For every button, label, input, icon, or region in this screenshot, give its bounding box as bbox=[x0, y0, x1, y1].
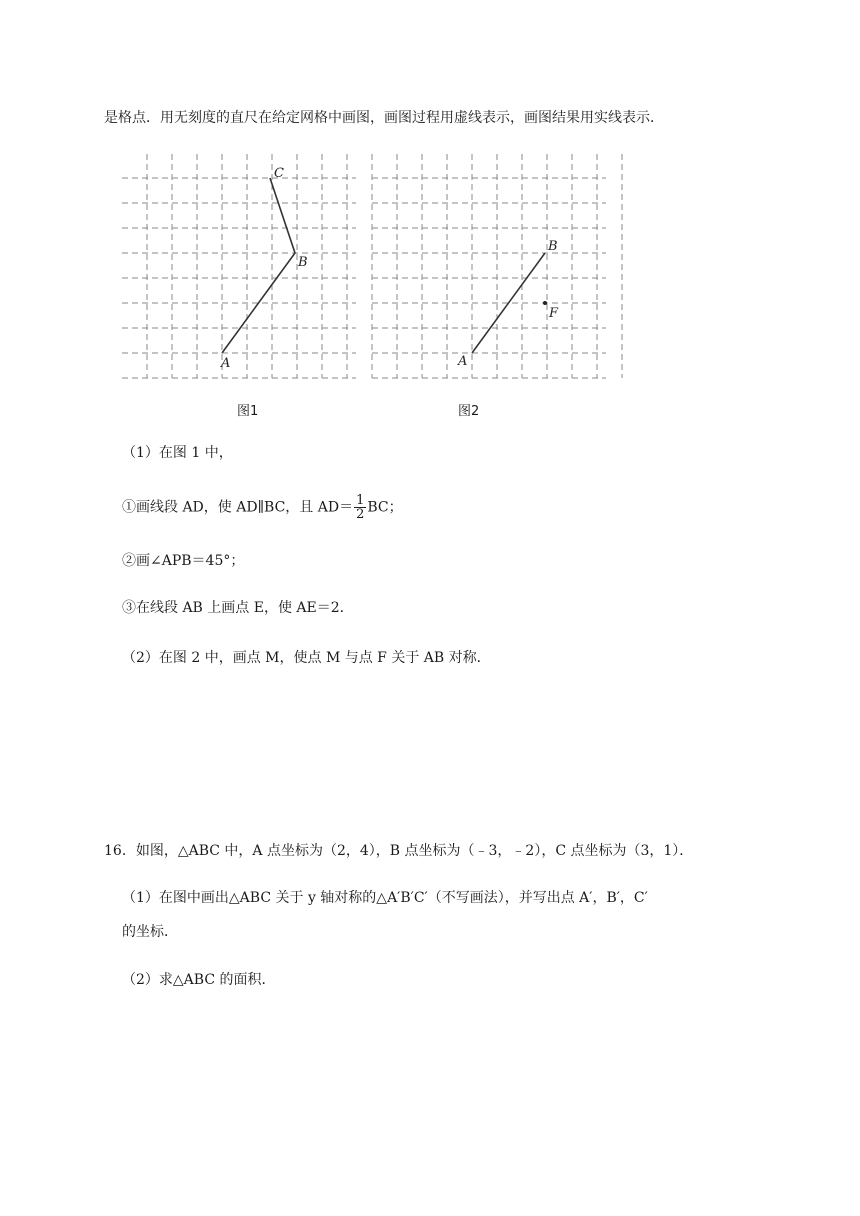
figure-2-caption: 图2 bbox=[458, 404, 480, 419]
label-b: B bbox=[548, 239, 558, 254]
intro-text: 是格点．用无刻度的直尺在给定网格中画图，画图过程用虚线表示，画图结果用实线表示． bbox=[104, 110, 664, 126]
figure-1-grid bbox=[118, 150, 358, 380]
figure-2-grid bbox=[368, 150, 608, 380]
q16-stem: 16．如图，△ABC 中，A 点坐标为（2，4），B 点坐标为（﹣3，﹣2），C 点坐标为（3，1）． bbox=[104, 843, 694, 859]
label-a: A bbox=[221, 356, 231, 371]
q15-part2: （2）在图 2 中，画点 M，使点 M 与点 F 关于 AB 对称． bbox=[122, 650, 491, 666]
q15-item1-suffix: BC； bbox=[367, 499, 403, 516]
figure-1-caption: 图1 bbox=[237, 404, 259, 419]
q15-part1: （1）在图 1 中， bbox=[122, 445, 233, 461]
q15-item1 bbox=[122, 494, 403, 521]
q16-part1-line1: （1）在图中画出△ABC 关于 y 轴对称的△A′B′C′（不写画法），并写出点 A′，B′，C′ bbox=[122, 890, 648, 906]
segment-abc bbox=[222, 178, 295, 353]
q15-item3: ③在线段 AB 上画点 E，使 AE＝2． bbox=[122, 600, 354, 616]
label-a: A bbox=[458, 354, 468, 369]
fraction-one-half: $\frac{1}{2}$ bbox=[356, 493, 365, 522]
q15-item1-prefix: ①画线段 AD，使 AD∥BC，且 AD＝ bbox=[122, 499, 354, 516]
label-c: C bbox=[274, 166, 284, 181]
q16-part1-line2: 的坐标． bbox=[122, 924, 178, 940]
q15-item2: ②画∠APB＝45°； bbox=[122, 553, 245, 569]
label-f: F bbox=[549, 306, 559, 321]
label-b: B bbox=[298, 255, 308, 270]
point-f bbox=[543, 301, 547, 305]
q16-part2: （2）求△ABC 的面积． bbox=[122, 972, 276, 988]
